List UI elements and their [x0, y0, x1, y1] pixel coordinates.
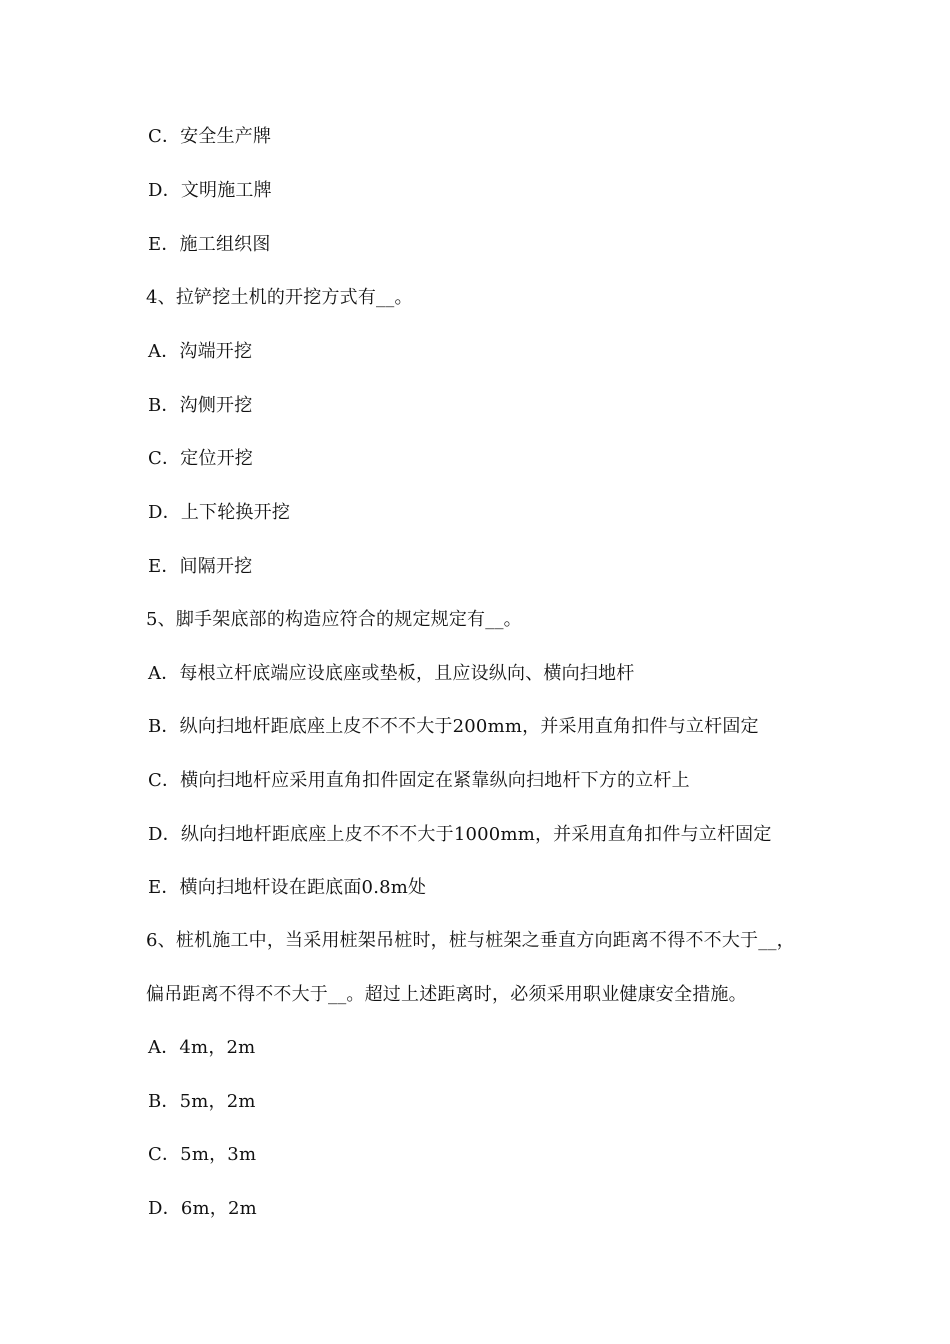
q6-option-b: B．5m，2m [148, 1091, 256, 1112]
q4-option-b: B．沟侧开挖 [148, 395, 253, 416]
q4-option-a: A．沟端开挖 [148, 341, 253, 362]
q5-option-b: B．纵向扫地杆距底座上皮不不不大于200mm，并采用直角扣件与立杆固定 [148, 716, 759, 737]
option-e-organization-chart: E．施工组织图 [148, 234, 271, 255]
question-6-line-1: 6、桩机施工中，当采用桩架吊桩时，桩与桩架之垂直方向距离不得不不大于__， [146, 930, 795, 951]
option-c-safety-sign: C．安全生产牌 [148, 126, 272, 147]
q5-option-d: D．纵向扫地杆距底座上皮不不不大于1000mm，并采用直角扣件与立杆固定 [148, 824, 772, 845]
option-d-civilized-sign: D．文明施工牌 [148, 180, 272, 201]
q5-option-a: A．每根立杆底端应设底座或垫板，且应设纵向、横向扫地杆 [148, 663, 635, 684]
q6-option-d: D．6m，2m [148, 1198, 257, 1219]
q4-option-c: C．定位开挖 [148, 448, 253, 469]
q6-option-a: A．4m，2m [148, 1037, 256, 1058]
q4-option-d: D．上下轮换开挖 [148, 502, 291, 523]
q5-option-e: E．横向扫地杆设在距底面0.8m处 [148, 877, 427, 898]
q4-option-e: E．间隔开挖 [148, 556, 253, 577]
q6-option-c: C．5m，3m [148, 1144, 257, 1165]
question-5: 5、脚手架底部的构造应符合的规定规定有__。 [146, 609, 522, 630]
question-6-line-2: 偏吊距离不得不不大于__。超过上述距离时，必须采用职业健康安全措施。 [146, 984, 747, 1005]
q5-option-c: C．横向扫地杆应采用直角扣件固定在紧靠纵向扫地杆下方的立杆上 [148, 770, 690, 791]
question-4: 4、拉铲挖土机的开挖方式有__。 [146, 287, 413, 308]
